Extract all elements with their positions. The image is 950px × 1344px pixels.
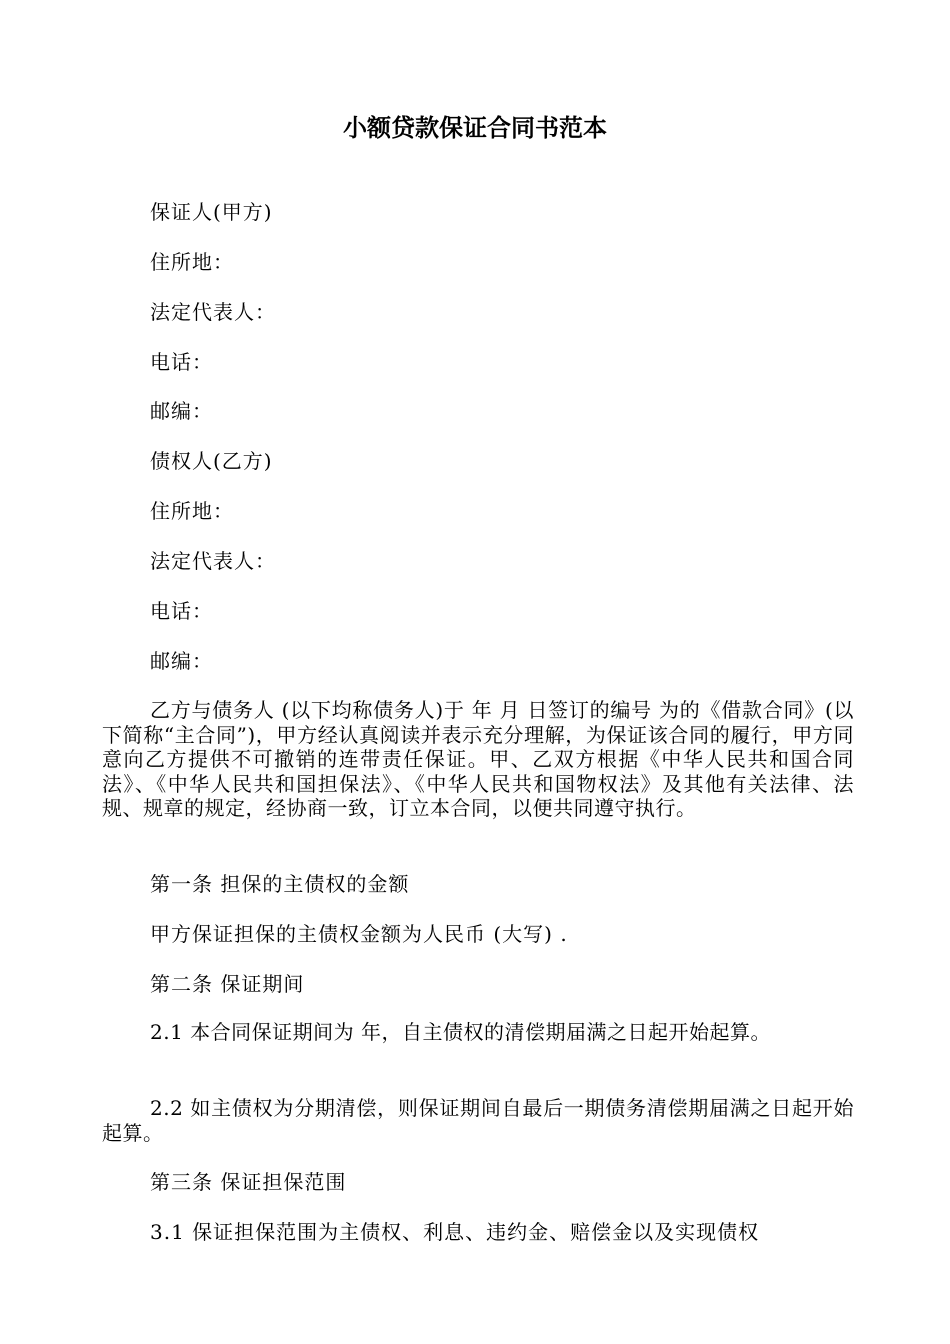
party-b-address: 住所地： <box>150 499 234 523</box>
party-a-phone: 电话： <box>150 350 213 374</box>
document-title: 小额贷款保证合同书范本 <box>343 114 607 142</box>
article-2-heading: 第二条 保证期间 <box>150 972 305 996</box>
party-a-heading: 保证人(甲方) <box>150 200 273 224</box>
article-2-clause-2: 2.2 如主债权为分期清偿，则保证期间自最后一期债务清偿期届满之日起开始起算。 <box>102 1096 854 1145</box>
article-3-heading: 第三条 保证担保范围 <box>150 1170 347 1194</box>
party-a-postcode: 邮编： <box>150 399 213 423</box>
article-1-text: 甲方保证担保的主债权金额为人民币 (大写) . <box>150 922 568 946</box>
party-a-address: 住所地： <box>150 250 234 274</box>
party-b-heading: 债权人(乙方) <box>150 449 273 473</box>
article-2-clause-1: 2.1 本合同保证期间为 年，自主债权的清偿期届满之日起开始起算。 <box>150 1020 772 1044</box>
preamble-paragraph: 乙方与债务人 (以下均称债务人)于 年 月 日签订的编号 为的《借款合同》(以下简称“主合同”)，甲方经认真阅读并表示充分理解，为保证该合同的履行，甲方同意向乙方提供不可撤销的连带责任保证。甲、乙双方根据《中华人民共和国合同法》、《中华人民共和国担保法》、《中华人民共和国物权法》及其他有关法律、法规、规章的规定，经协商一致，订立本合同，以便共同遵守执行。 <box>102 698 854 820</box>
article-1-heading: 第一条 担保的主债权的金额 <box>150 872 410 896</box>
article-3-clause-1: 3.1 保证担保范围为主债权、利息、违约金、赔偿金以及实现债权 <box>150 1220 760 1244</box>
party-b-phone: 电话： <box>150 599 213 623</box>
party-b-legal-rep: 法定代表人： <box>150 549 276 573</box>
party-b-postcode: 邮编： <box>150 649 213 673</box>
party-a-legal-rep: 法定代表人： <box>150 300 276 324</box>
